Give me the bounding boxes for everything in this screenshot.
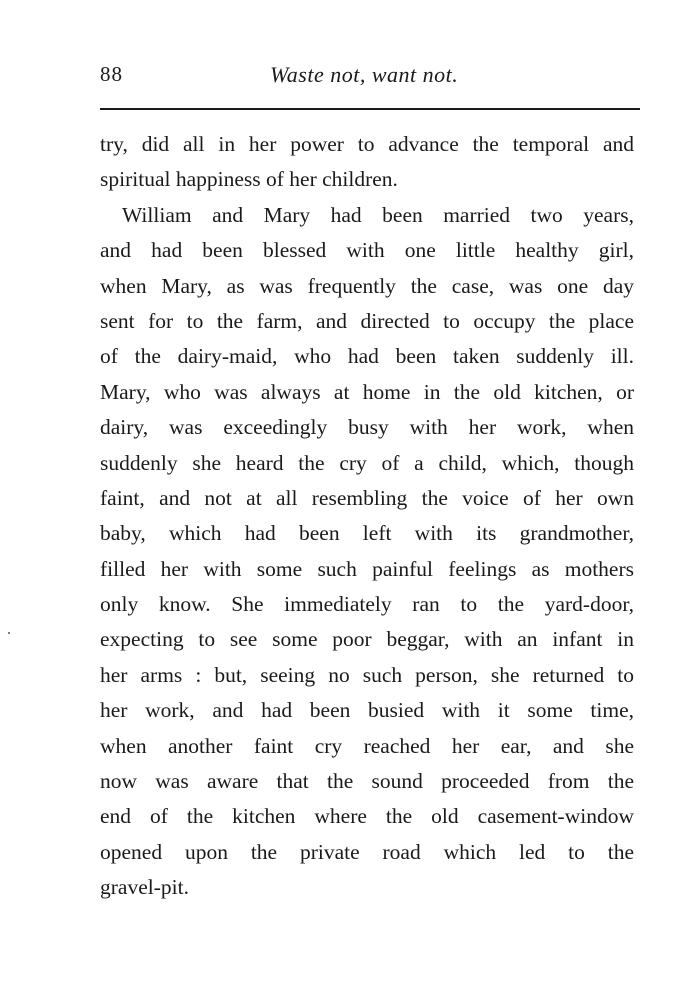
- text-line: Mary, who was always at home in the old kitchen, or: [100, 379, 634, 404]
- text-line: now was aware that the sound proceeded from the: [100, 769, 634, 794]
- text-line: suddenly she heard the cry of a child, which, though: [100, 450, 634, 475]
- text-line: baby, which had been left with its grandmother,: [100, 521, 634, 546]
- text-line: when another faint cry reached her ear, and she: [100, 733, 634, 758]
- body-text: [100, 127, 634, 906]
- text-line: William and Mary had been married two years,: [122, 202, 634, 227]
- text-line: end of the kitchen where the old casement-window: [100, 804, 634, 829]
- header-rule: [100, 108, 640, 110]
- text-line: dairy, was exceedingly busy with her work, when: [100, 415, 634, 440]
- text-line: try, did all in her power to advance the temporal and: [100, 132, 634, 156]
- text-line: her work, and had been busied with it some time,: [100, 698, 634, 723]
- text-line: sent for to the farm, and directed to occupy the place: [100, 308, 634, 333]
- text-line: her arms : but, seeing no such person, she returned to: [100, 662, 634, 687]
- page-header: [100, 62, 640, 92]
- text-line: faint, and not at all resembling the voice of her own: [100, 485, 634, 510]
- running-title: Waste not, want not.: [270, 62, 459, 87]
- text-line: and had been blessed with one little healthy girl,: [100, 238, 634, 263]
- text-line: when Mary, as was frequently the case, was one day: [100, 273, 634, 298]
- page-number: 88: [100, 62, 123, 86]
- margin-speck: [8, 632, 10, 634]
- text-line: filled her with some such painful feelings as mothers: [100, 556, 634, 581]
- text-line: spiritual happiness of her children.: [100, 167, 398, 192]
- text-line: gravel-pit.: [100, 875, 189, 900]
- text-line: only know. She immediately ran to the yard-door,: [100, 592, 634, 617]
- text-line: expecting to see some poor beggar, with an infant in: [100, 627, 634, 652]
- text-line: of the dairy-maid, who had been taken suddenly ill.: [100, 344, 634, 369]
- text-line: opened upon the private road which led to the: [100, 839, 634, 864]
